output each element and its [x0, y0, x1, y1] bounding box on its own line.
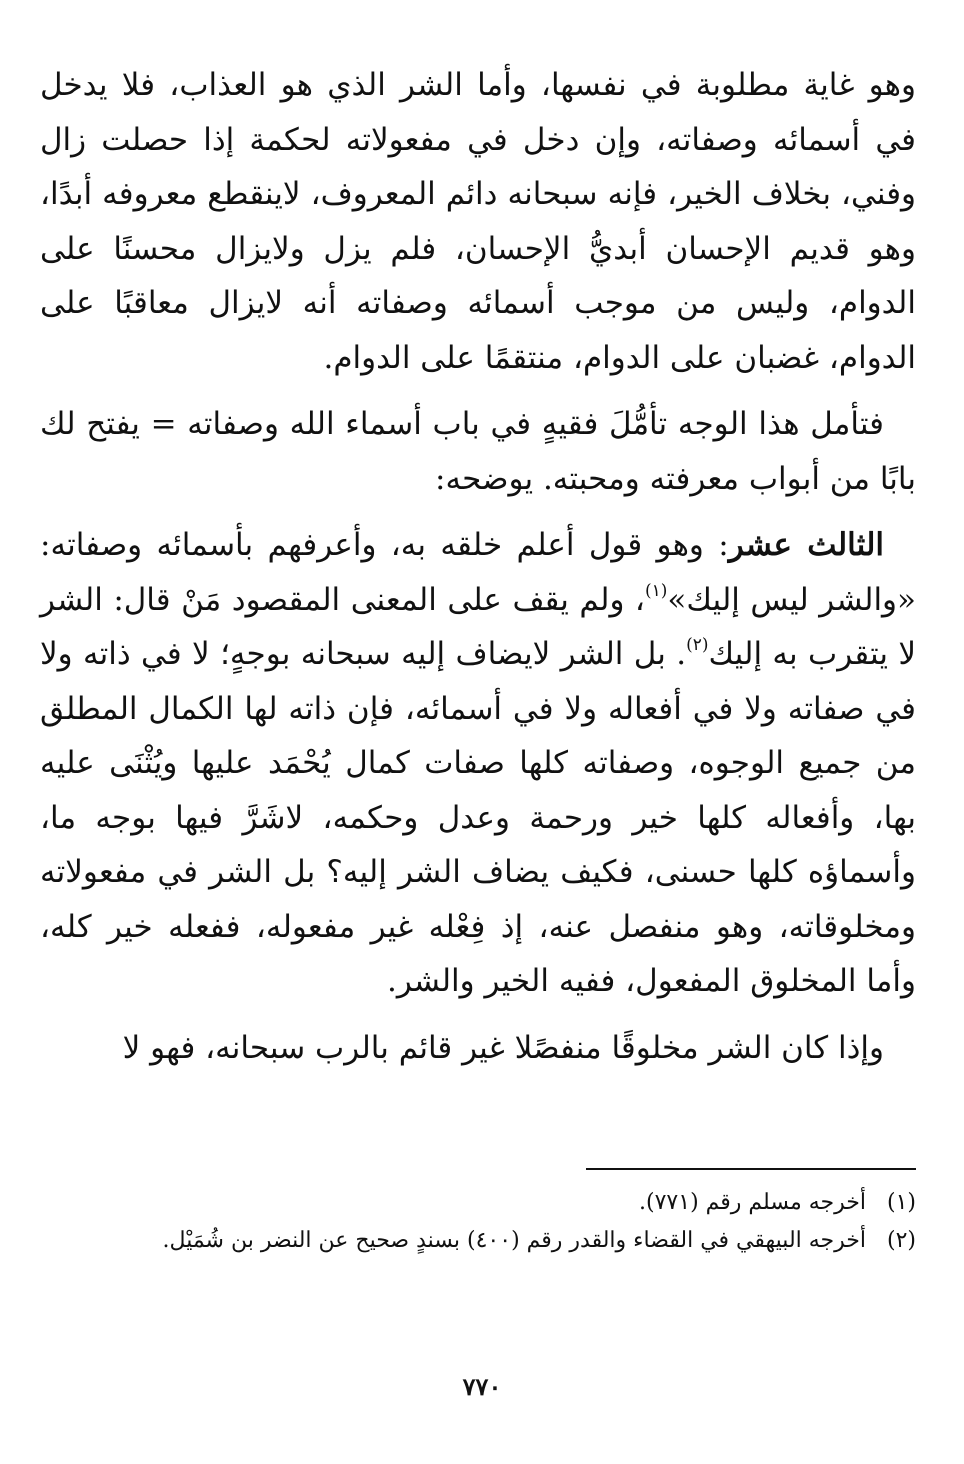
section-heading-thirteenth: الثالث عشر [728, 527, 885, 563]
paragraph-1 [40, 58, 916, 385]
footnote-2 [40, 1222, 916, 1260]
footnote-2-text: أخرجه البيهقي في القضاء والقدر رقم (٤٠٠) بسندٍ صحيح عن النضر بن شُمَيْل. [162, 1228, 866, 1253]
paragraph-4-text: وإذا كان الشر مخلوقًا منفصًلا غير قائم بالرب سبحانه، فهو لا [122, 1029, 884, 1066]
footnotes [40, 1184, 916, 1260]
paragraph-1-text: وهو غاية مطلوبة في نفسها، وأما الشر الذي هو العذاب، فلا يدخل في أسمائه وصفاته، وإن دخل في مفعولاته لحكمة إذا حصلت زال وفني، بخلاف الخير، فإنه سبحانه دائم المعروف، لاينقطع معروفه أبدًا، وهو قديم الإحسان أبديُّ الإحسان، فلم يزل ولايزال محسنًا على الدوام، وليس من موجب أسمائه وصفاته أنه لايزال معاقبًا على الدوام، غضبان على الدوام، منتقمًا على الدوام. [40, 67, 916, 376]
paragraph-3 [40, 518, 916, 1009]
main-text [40, 58, 916, 1087]
footnote-1 [40, 1184, 916, 1222]
paragraph-2 [40, 397, 916, 506]
footnote-ref-2[interactable]: (٢) [686, 635, 709, 655]
footnote-2-number: (٢) [886, 1228, 916, 1253]
footnote-ref-1[interactable]: (١) [644, 580, 668, 601]
paragraph-3-text-part3: . بل الشر لايضاف إليه سبحانه بوجهٍ؛ لا في ذاته ولا في صفاته ولا في أفعاله ولا في أسمائه، فإن ذاته لها الكمال المطلق من جميع الوجوه، وصفاته كلها صفات كمال يُحْمَد عليها ويُثْنَى عليه بها، وأفعاله كلها خير ورحمة وعدل وحكمه، لاشَرَّ فيها بوجه ما، وأسماؤه كلها حسنى، فكيف يضاف الشر إليه؟ بل الشر في مفعولاته ومخلوقاته، وهو منفصل عنه، إذ فِعْله غير مفعوله، ففعله خير كله، وأما المخلوق المفعول، ففيه الخير والشر. [40, 636, 916, 999]
paragraph-2-text: فتأمل هذا الوجه تأمُّلَ فقيهٍ في باب أسماء الله وصفاته = يفتح لك بابًا من أبواب معرفته ومحبته. يوضحه: [40, 406, 916, 497]
footnote-1-number: (١) [886, 1190, 916, 1215]
footnote-1-text: أخرجه مسلم رقم (٧٧١). [639, 1190, 866, 1215]
paragraph-3-text-part2: ، ولم يقف على المعنى المقصود مَنْ قال: الشر لا يتقرب به إليك [40, 581, 916, 672]
paragraph-4 [40, 1021, 916, 1076]
paragraph-3-text-part1: : وهو قول أعلم خلقه به، وأعرفهم بأسمائه وصفاته: «والشر ليس إليك» [40, 527, 916, 618]
footnote-separator [586, 1168, 916, 1170]
page-number: ٧٧٠ [462, 1372, 502, 1401]
